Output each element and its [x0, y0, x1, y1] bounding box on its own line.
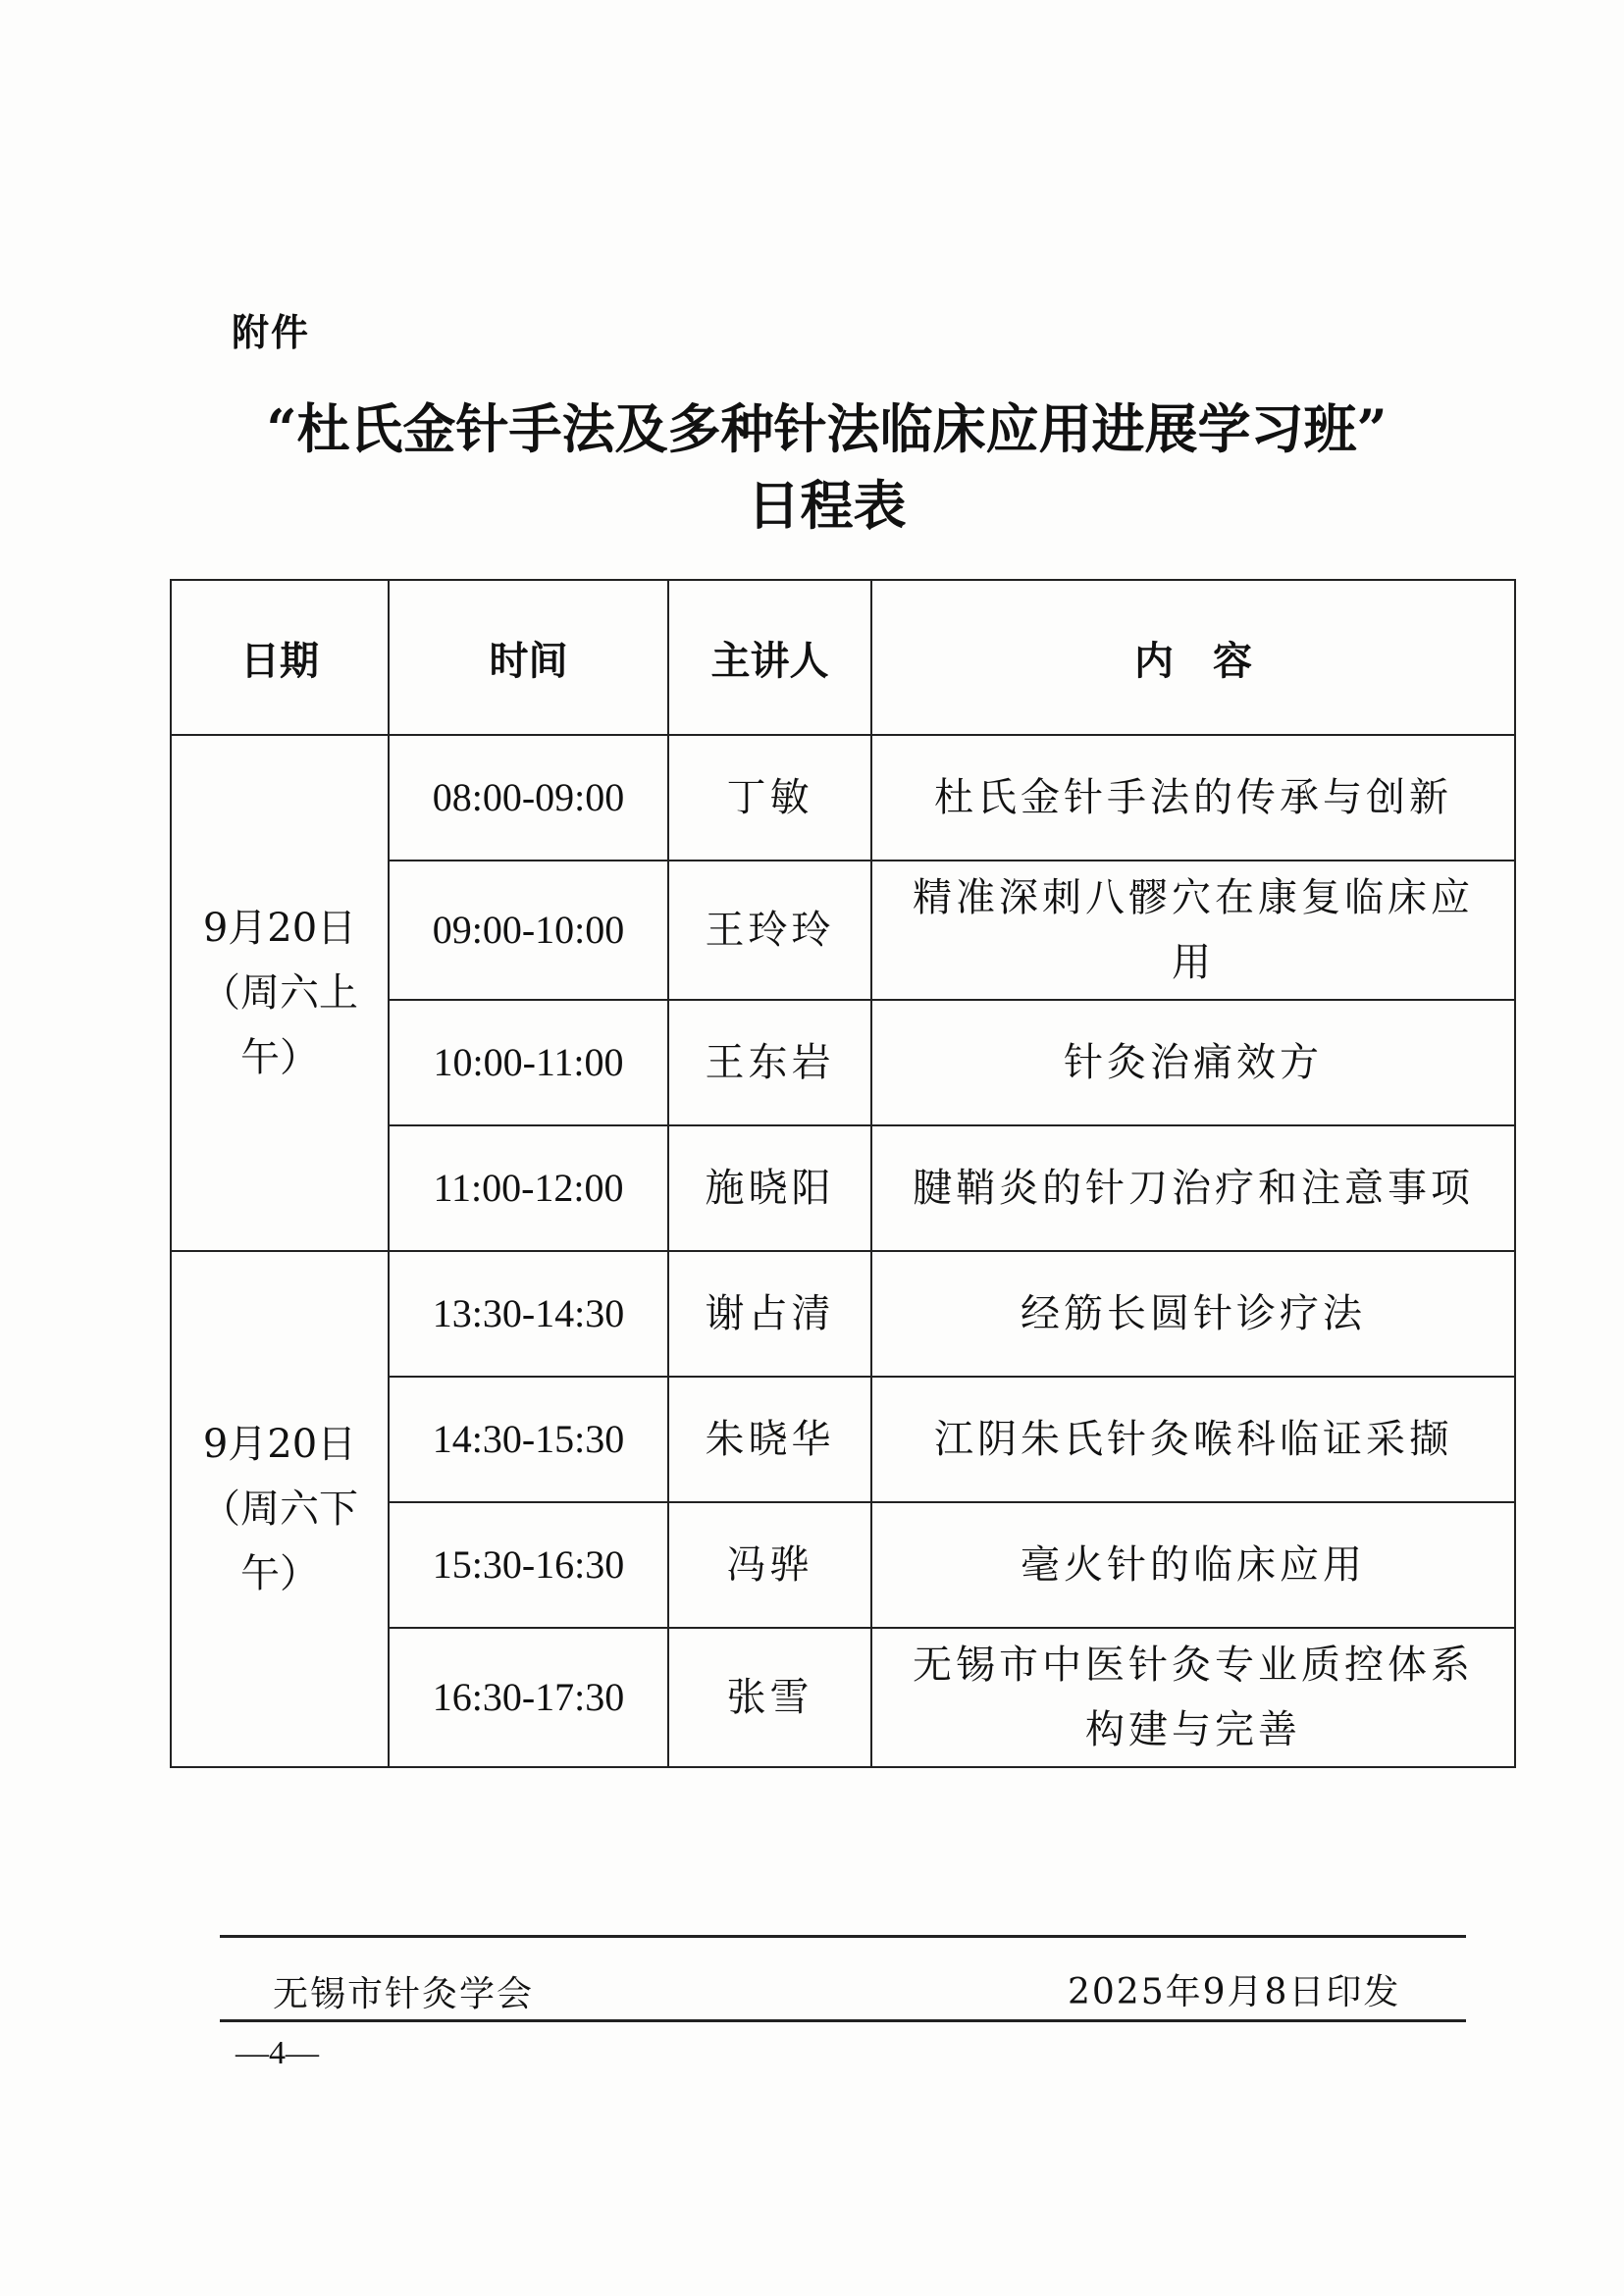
table-row: [171, 735, 1515, 861]
content-line: 无锡市中医针灸专业质控体系: [913, 1643, 1474, 1688]
column-header-speaker: 主讲人: [668, 580, 871, 735]
date-line: 午）: [240, 1551, 319, 1596]
issue-date: 2025年9月8日印发: [1068, 1972, 1401, 2012]
speaker-cell: 谢占清: [668, 1251, 871, 1377]
content-cell: [871, 1125, 1515, 1251]
content-line: 经筋长圆针诊疗法: [1021, 1291, 1366, 1336]
content-cell: [871, 1000, 1515, 1125]
time-cell: 15:30-16:30: [389, 1502, 668, 1628]
date-cell-afternoon: [171, 1251, 389, 1767]
column-header-content: 内 容: [871, 580, 1515, 735]
footer-top-rule: [220, 1935, 1466, 1938]
content-line: 杜氏金针手法的传承与创新: [934, 775, 1452, 820]
time-cell: 10:00-11:00: [389, 1000, 668, 1125]
speaker-cell: 王玲玲: [668, 861, 871, 1000]
date-line: 午）: [240, 1035, 319, 1080]
speaker-cell: 张雪: [668, 1628, 871, 1767]
time-cell: 11:00-12:00: [389, 1125, 668, 1251]
date-line: （周六下: [201, 1487, 358, 1532]
content-cell: [871, 861, 1515, 1000]
page-number: —4—: [236, 2035, 319, 2071]
content-cell: [871, 1628, 1515, 1767]
attachment-label: 附件: [232, 311, 311, 354]
document-title: [0, 391, 1624, 544]
content-cell: [871, 1377, 1515, 1502]
content-line: 针灸治痛效方: [1064, 1040, 1323, 1085]
schedule-table: [170, 579, 1516, 1768]
column-header-time: 时间: [389, 580, 668, 735]
speaker-cell: 王东岩: [668, 1000, 871, 1125]
speaker-cell: 丁敏: [668, 735, 871, 861]
footer-bottom-rule: [220, 2019, 1466, 2022]
date-line: （周六上: [201, 970, 358, 1016]
content-cell: [871, 735, 1515, 861]
time-cell: 13:30-14:30: [389, 1251, 668, 1377]
content-line: 毫火针的临床应用: [1021, 1542, 1366, 1588]
issuing-organization: 无锡市针灸学会: [273, 1974, 535, 2014]
content-line: 构建与完善: [1085, 1707, 1301, 1752]
time-cell: 09:00-10:00: [389, 861, 668, 1000]
date-cell-morning: [171, 735, 389, 1251]
table-header-row: [171, 580, 1515, 735]
column-header-date: 日期: [171, 580, 389, 735]
table-row: [171, 1251, 1515, 1377]
content-line: 用: [1172, 940, 1215, 985]
title-line-2: 日程表: [747, 474, 907, 537]
speaker-cell: 朱晓华: [668, 1377, 871, 1502]
date-line: 9月20日: [202, 906, 357, 951]
content-line: 腱鞘炎的针刀治疗和注意事项: [913, 1166, 1474, 1211]
time-cell: 08:00-09:00: [389, 735, 668, 861]
speaker-cell: 施晓阳: [668, 1125, 871, 1251]
speaker-cell: 冯骅: [668, 1502, 871, 1628]
title-line-1: “杜氏金针手法及多种针法临床应用进展学习班”: [266, 397, 1388, 460]
content-cell: [871, 1251, 1515, 1377]
content-line: 精准深刺八髎穴在康复临床应: [913, 875, 1474, 920]
date-line: 9月20日: [202, 1422, 357, 1467]
content-cell: [871, 1502, 1515, 1628]
time-cell: 14:30-15:30: [389, 1377, 668, 1502]
time-cell: 16:30-17:30: [389, 1628, 668, 1767]
content-line: 江阴朱氏针灸喉科临证采撷: [934, 1417, 1452, 1462]
